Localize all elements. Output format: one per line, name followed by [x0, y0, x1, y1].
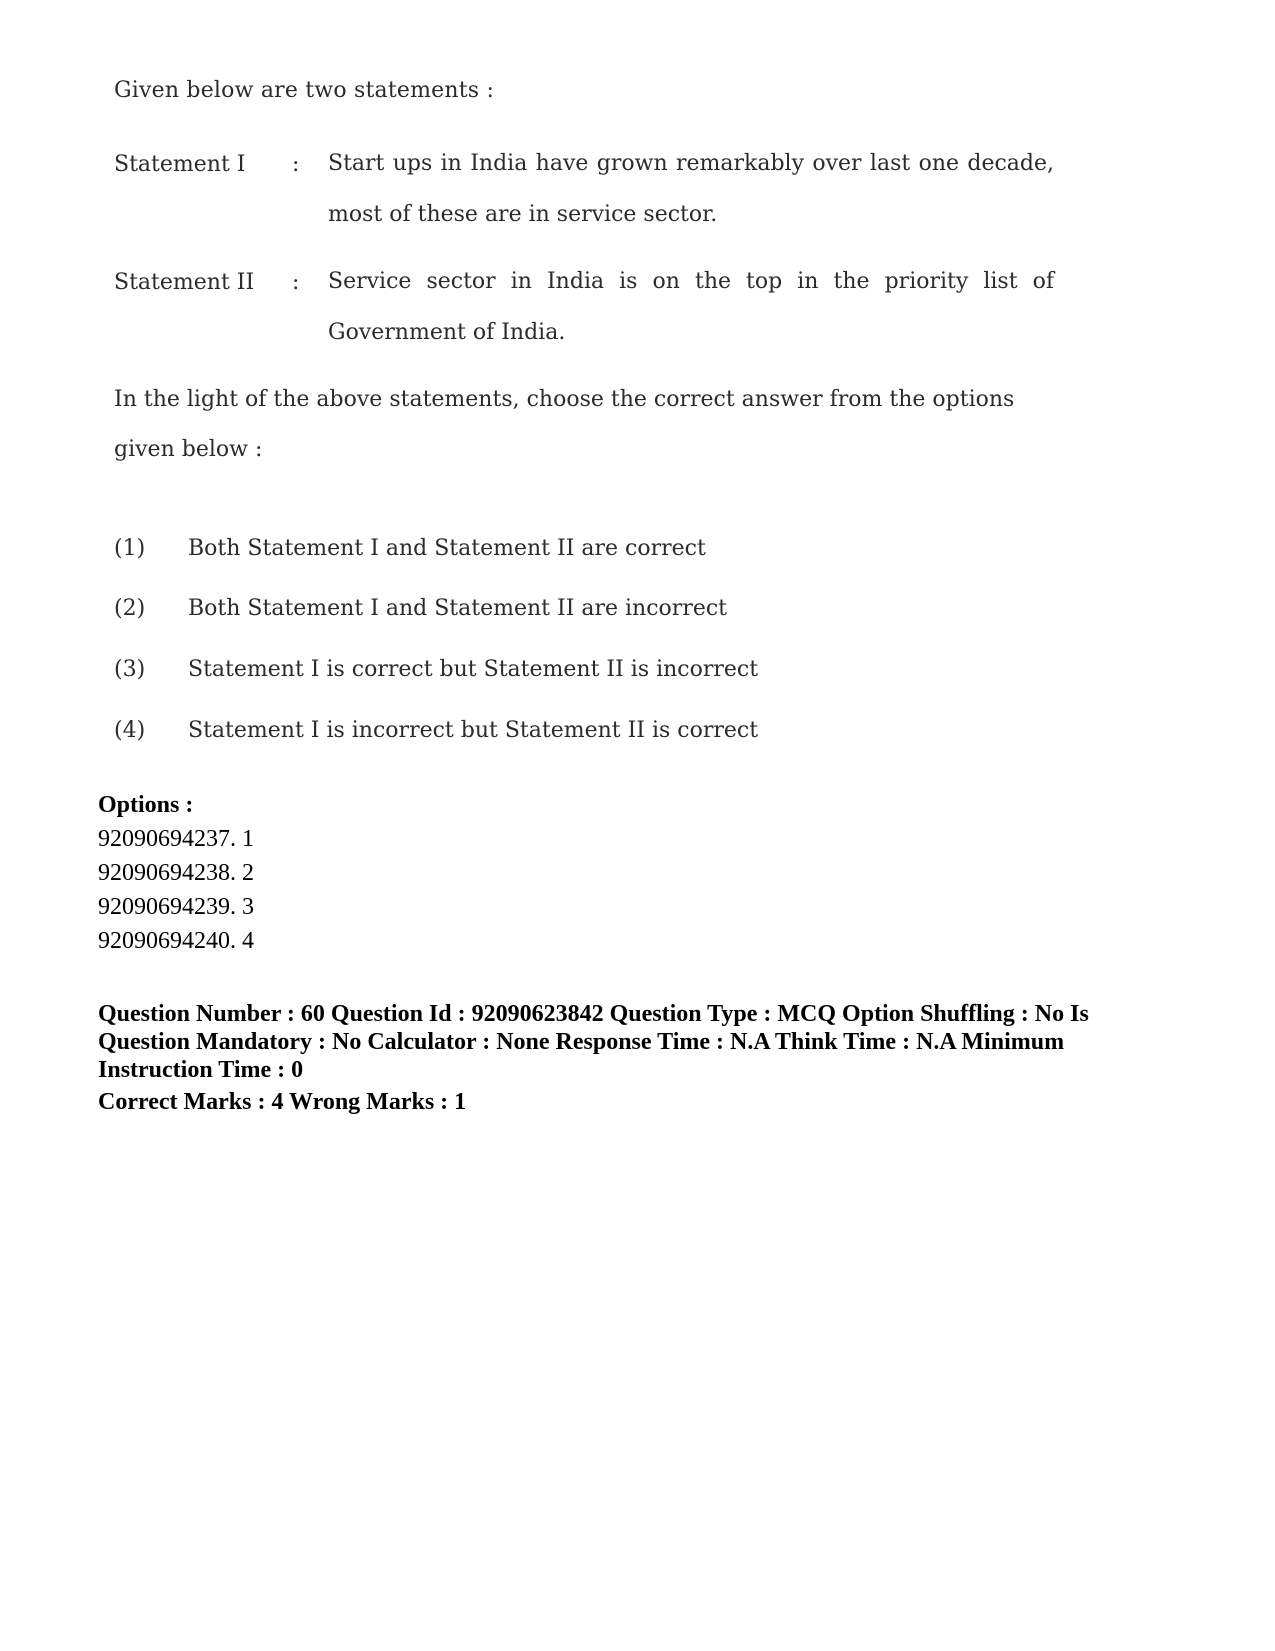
- choice-4-text: Statement I is incorrect but Statement II is correct: [188, 718, 759, 743]
- statement-2-separator: :: [292, 270, 300, 295]
- choice-4-number: (4): [114, 718, 146, 743]
- question-image: [0, 0, 1275, 760]
- statement-1-text: Start ups in India have grown remarkably over last one decade, most of these are in service sector.: [328, 151, 1054, 227]
- choice-3-text: Statement I is correct but Statement II is incorrect: [188, 657, 759, 682]
- statement-1-label: Statement I: [114, 152, 246, 177]
- options-heading: Options :: [98, 792, 194, 818]
- choice-3-number: (3): [114, 657, 146, 682]
- option-item-4: 92090694240. 4: [98, 928, 254, 954]
- question-intro: Given below are two statements :: [114, 78, 495, 103]
- choice-1-text: Both Statement I and Statement II are correct: [188, 536, 706, 561]
- statement-2-label: Statement II: [114, 270, 255, 295]
- choice-2-text: Both Statement I and Statement II are incorrect: [188, 596, 728, 621]
- statement-1-separator: :: [292, 152, 300, 177]
- statement-2-text: Service sector in India is on the top in the priority list of Government of India.: [328, 269, 1054, 345]
- question-metadata: Question Number : 60 Question Id : 92090623842 Question Type : MCQ Option Shuffling : No Is Question Mandatory : No Calculator : None Response Time : N.A Think Time : N.A Minimum Instruction Time : 0: [98, 1001, 1089, 1083]
- option-item-2: 92090694238. 2: [98, 860, 254, 886]
- question-prompt: In the light of the above statements, choose the correct answer from the options given below :: [114, 387, 1015, 462]
- choice-1-number: (1): [114, 536, 146, 561]
- option-item-1: 92090694237. 1: [98, 826, 254, 852]
- choice-2-number: (2): [114, 596, 146, 621]
- marks-info: Correct Marks : 4 Wrong Marks : 1: [98, 1089, 467, 1115]
- option-item-3: 92090694239. 3: [98, 894, 254, 920]
- options-list: [98, 788, 254, 958]
